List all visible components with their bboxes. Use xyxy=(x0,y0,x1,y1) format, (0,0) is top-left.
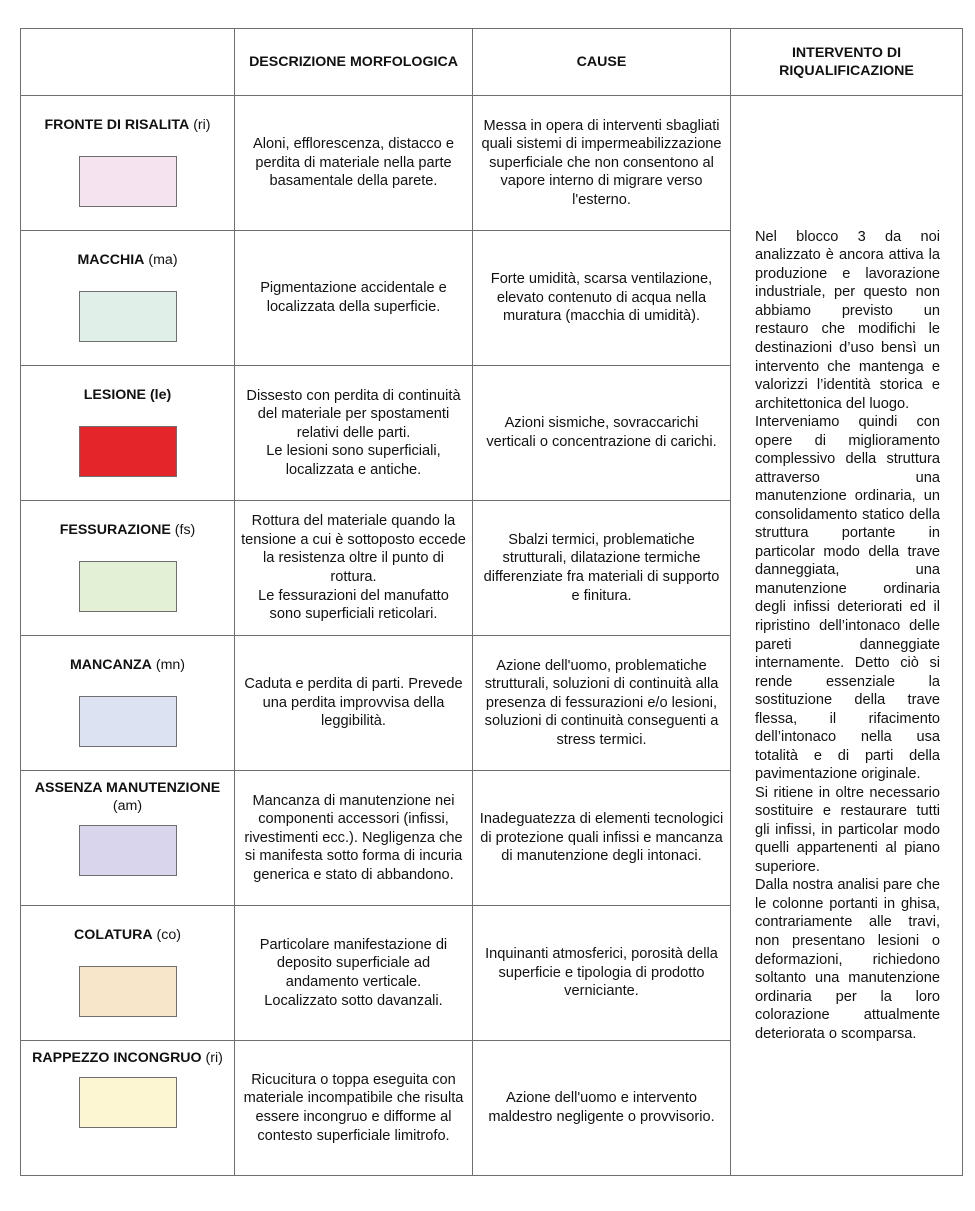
description-cell xyxy=(235,96,473,231)
degradation-label xyxy=(21,656,234,674)
legend-swatch xyxy=(79,561,177,612)
degradation-name: FRONTE DI RISALITA xyxy=(44,117,190,133)
legend-swatch xyxy=(79,1077,177,1128)
causes-text: Inadeguatezza di elementi tecnologici di protezione quali infissi e mancanza di manutenzione degli intonaci. xyxy=(479,811,724,865)
causes-text: Inquinanti atmosferici, porosità della superficie e tipologia di prodotto verniciante. xyxy=(485,946,718,1000)
legend-swatch xyxy=(79,696,177,747)
degradation-label xyxy=(21,1049,234,1067)
degradation-name: ASSENZA MANUTENZIONE xyxy=(34,780,221,796)
legend-swatch xyxy=(79,156,177,207)
description-cell xyxy=(235,771,473,906)
causes-cell xyxy=(473,636,731,771)
description-text: Aloni, efflorescenza, distacco e perdita di materiale nella parte basamentale della parete. xyxy=(253,136,454,190)
causes-text: Forte umidità, scarsa ventilazione, elevato contenuto di acqua nella muratura (macchia di umidità). xyxy=(490,271,713,325)
description-text: Caduta e perdita di parti. Prevede una perdita improvvisa della leggibilità. xyxy=(244,676,463,730)
degradation-code: (ri) xyxy=(193,117,211,133)
degradation-table xyxy=(20,28,963,1176)
causes-text: Azione dell'uomo e intervento maldestro negligente o provvisorio. xyxy=(488,1090,715,1125)
header-intervento-label: INTERVENTO DI RIQUALIFICAZIONE xyxy=(779,44,914,79)
causes-text: Azioni sismiche, sovraccarichi verticali o concentrazione di carichi. xyxy=(486,415,717,450)
description-text: Ricucitura o toppa eseguita con materiale incompatibile che risulta essere incongruo e difforme al contesto superficiale limitrofo. xyxy=(243,1071,464,1144)
legend-swatch xyxy=(79,966,177,1017)
description-cell xyxy=(235,1041,473,1176)
degradation-code: (ri) xyxy=(205,1050,223,1066)
legend-swatch xyxy=(79,291,177,342)
degradation-label-cell xyxy=(21,96,235,231)
causes-text: Sbalzi termici, problematiche strutturali, dilatazione termiche differenziate fra materiali di supporto e finitura. xyxy=(483,531,720,604)
degradation-code: (co) xyxy=(156,927,181,943)
degradation-name: MANCANZA xyxy=(69,657,152,673)
degradation-name: FESSURAZIONE xyxy=(59,522,171,538)
description-text: Pigmentazione accidentale e localizzata della superficie. xyxy=(260,280,447,315)
header-descrizione xyxy=(235,29,473,96)
description-text: Rottura del materiale quando la tensione a cui è sottoposto eccede la resistenza oltre il punto di rottura. Le fessurazioni del manufatto sono superficiali reticolari. xyxy=(241,513,466,623)
description-cell xyxy=(235,231,473,366)
causes-cell xyxy=(473,231,731,366)
degradation-label xyxy=(21,521,234,539)
degradation-code: (ma) xyxy=(148,252,178,268)
header-descrizione-label: DESCRIZIONE MORFOLOGICA xyxy=(249,53,458,70)
degradation-label xyxy=(21,779,234,815)
degradation-code: (am) xyxy=(112,798,143,815)
degradation-label xyxy=(21,251,234,269)
table-row xyxy=(21,96,963,231)
degradation-name: COLATURA xyxy=(74,927,153,943)
causes-cell xyxy=(473,1041,731,1176)
degradation-label xyxy=(21,926,234,944)
intervento-text: Nel blocco 3 da noi analizzato è ancora attiva la produzione e lavorazione industriale, per questo non abbiamo previsto un restauro che modifichi le destinazioni d’uso bensì un intervento che mantenga e valorizzi l’identità storica e architettonica del luogo. Interveniamo quindi con opere di miglioramento complessivo della struttura attraverso una manutenzione ordinaria, un consolidamento statico della struttura portante in particolar modo della trave danneggiata, una manutenzione ordinaria degli infissi deteriorati ed il ripristino dell’intonaco delle pareti danneggiate internamente. Detto ciò si rende essenziale la sostituzione della trave flessa, il rifacimento dell’intonaco nella usa totalità e di parti della pavimentazione originale. Si ritiene in oltre necessario sostituire e restaurare tutti gli infissi, in particolar modo quelli appartenenti al piano superiore. Dalla nostra analisi pare che le colonne portanti in ghisa, contrariamente alle travi, non presentano lesioni o deformazioni, richiedono soltanto una manutenzione ordinaria per la loro colorazione attualmente deteriorata o scomparsa. xyxy=(755,228,940,1042)
degradation-label-cell xyxy=(21,636,235,771)
degradation-name: RAPPEZZO INCONGRUO xyxy=(32,1050,202,1066)
header-row xyxy=(21,29,963,96)
degradation-name: LESIONE (le) xyxy=(83,387,172,403)
degradation-label-cell xyxy=(21,1041,235,1176)
degradation-label xyxy=(21,386,234,404)
degradation-label-cell xyxy=(21,366,235,501)
description-cell xyxy=(235,906,473,1041)
header-intervento xyxy=(731,29,963,96)
causes-text: Azione dell'uomo, problematiche strutturali, soluzioni di continuità alla presenza di fessurazioni e/o lesioni, soluzioni di continuità conseguenti a stress termici. xyxy=(484,657,719,748)
description-text: Particolare manifestazione di deposito superficiale ad andamento verticale. Localizzato sotto davanzali. xyxy=(259,936,448,1009)
legend-swatch xyxy=(79,426,177,477)
legend-swatch xyxy=(79,825,177,876)
degradation-code: (mn) xyxy=(155,657,186,673)
description-text: Dissesto con perdita di continuità del materiale per spostamenti relativi delle parti. Le lesioni sono superficiali, localizzata e antiche. xyxy=(246,387,461,478)
description-cell xyxy=(235,366,473,501)
description-cell xyxy=(235,636,473,771)
degradation-label-cell xyxy=(21,906,235,1041)
description-text: Mancanza di manutenzione nei componenti accessori (infissi, rivestimenti ecc.). Negligenza che si manifesta sotto forma di incuria generica e stato di abbandono. xyxy=(244,792,463,883)
degradation-label xyxy=(21,116,234,134)
causes-cell xyxy=(473,906,731,1041)
causes-cell xyxy=(473,771,731,906)
degradation-code: (fs) xyxy=(174,522,196,538)
header-empty xyxy=(21,29,235,96)
causes-cell xyxy=(473,96,731,231)
degradation-name: MACCHIA xyxy=(77,252,145,268)
degradation-label-cell xyxy=(21,771,235,906)
intervento-cell xyxy=(731,96,963,1176)
header-cause-label: CAUSE xyxy=(576,53,627,70)
causes-cell xyxy=(473,501,731,636)
degradation-label-cell xyxy=(21,501,235,636)
header-cause xyxy=(473,29,731,96)
causes-text: Messa in opera di interventi sbagliati quali sistemi di impermeabilizzazione superficiale che non consentono al vapore interno di migrare verso l'esterno. xyxy=(481,117,722,208)
description-cell xyxy=(235,501,473,636)
causes-cell xyxy=(473,366,731,501)
degradation-label-cell xyxy=(21,231,235,366)
